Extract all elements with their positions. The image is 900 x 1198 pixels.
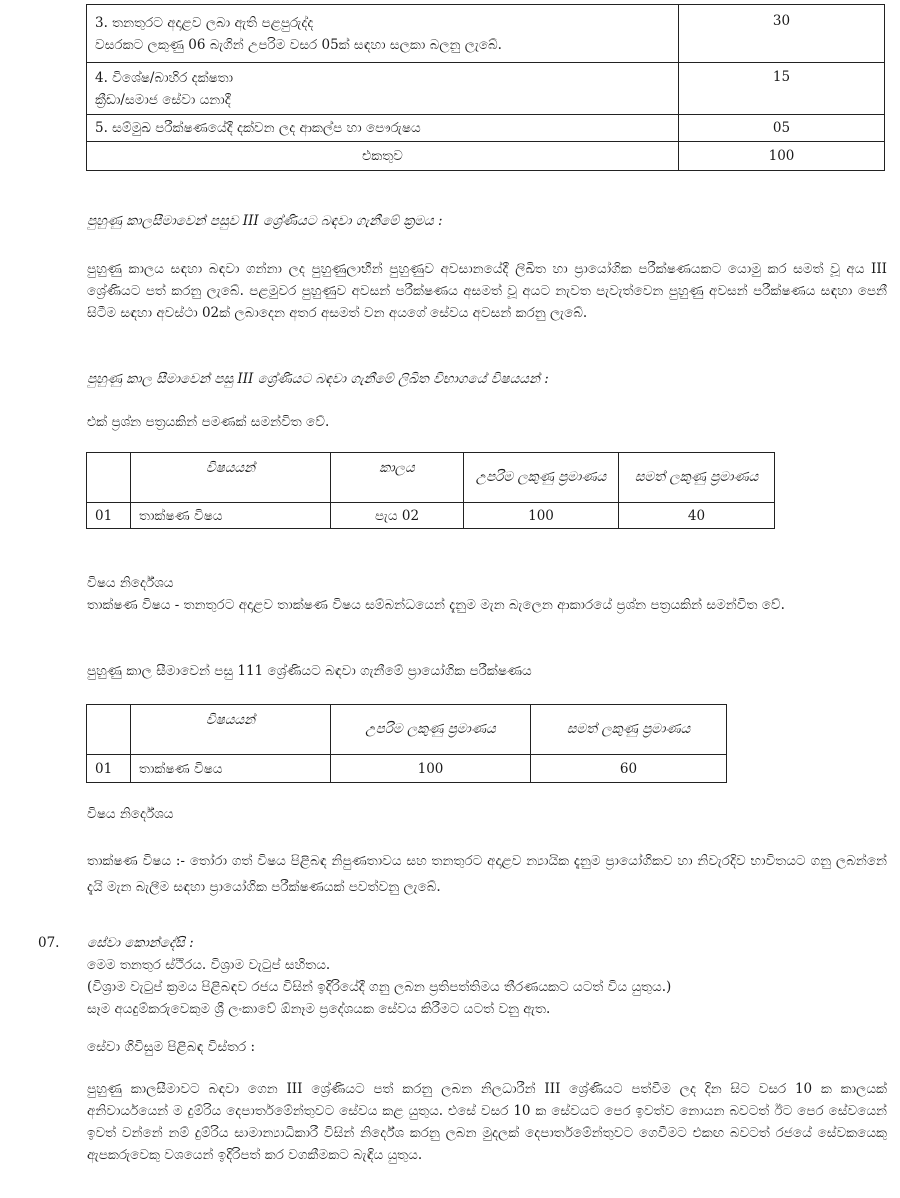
- subject: තාක්ෂණ විෂය: [139, 507, 223, 524]
- header-label: උපරිම ලකුණු ප්‍රමාණය: [475, 469, 607, 485]
- header-cell: [464, 453, 619, 503]
- max-marks: 100: [417, 760, 444, 777]
- service-agreement-text: පුහුණු කාලසීමාවට බඳවා ගෙන III ශ්‍රේණියට පත් කරනු ලබන නිලධාරීන් III ශ්‍රේණියට පත්වීම ලද දින සිට වසර 10 ක කාලයක් අනිවාර්යයෙන් ම දුම්රිය දෙපාර්තමේන්තුවට සේවය කළ යුතුය. එසේ වසර 10 ක සේවයට පෙර ඉවත්ව නොයන බවටත් ඊට පෙර සේවයෙන් ඉවත් වන්නේ නම් දුම්රිය සාමාන්‍යාධිකාරී විසින් නිර්දේශ කරනු ලබන මුදලක් දෙපාර්තමේන්තුවට ගෙවීමට එකඟ බවටත් රජයේ සේවකයෙකු ඇපකරුවෙකු වශයෙන් ඉදිරිපත් කර වගකීමකට බැඳිය යුතුය.: [87, 1081, 887, 1163]
- header-cell: [87, 453, 131, 503]
- max-marks-cell: [331, 755, 531, 783]
- section-heading: සේවා කොන්දේසි :: [87, 935, 194, 951]
- marks-cell: [679, 5, 885, 63]
- section-body: පුහුණු කාලය සඳහා බඳවා ගන්නා ලද පුහුණුලාභීන් පුහුණුව අවසානයේදී ලිඛිත හා ප්‍රායෝගික පරීක්ෂණයකට යොමු කර සමත් වූ අය III ශ්‍රේණියට පත් කරනු ලැබේ. පළමුවර පුහුණුව අවසන් පරීක්ෂණය අසමත් වූ අයට නැවත පැවැත්වෙන පුහුණු අවසන් පරීක්ෂණය සඳහා පෙනී සිටීම සඳහා අවස්ථා 02ක් ලබාදෙන අතර අසමත් වන අයගේ සේවය අවසන් කරනු ලැබේ.: [87, 261, 887, 321]
- header-cell: [331, 453, 464, 503]
- marks-value: 15: [772, 69, 791, 85]
- table-row: [87, 115, 885, 142]
- pass-marks-cell: [531, 755, 727, 783]
- header-label: විෂයයන්: [205, 460, 256, 476]
- header-cell: [87, 705, 131, 755]
- header-label: විෂයයන්: [205, 712, 256, 728]
- syllabus-text: තාක්ෂණ විෂය - තනතුරට අදාළව තාක්ෂණ විෂය සම්බන්ධයෙන් දැනුම මැන බැලෙන ආකාරයේ ප්‍රශ්න පත්‍රයකින් සමන්විත වේ.: [87, 597, 785, 613]
- pass-marks: 60: [619, 760, 638, 777]
- condition-line: මෙම තනතුර ස්ථිරය. විශ්‍රාම වැටුප් සහිතය.: [87, 957, 331, 973]
- written-exam-table: [86, 452, 775, 529]
- time-cell: [331, 503, 464, 529]
- header-cell: [331, 705, 531, 755]
- criteria-line: 3. තනතුරට අදාළව ලබා ඇති පළපුරුද්ද: [95, 14, 314, 31]
- subject-cell: [131, 503, 331, 529]
- criteria-cell: [87, 5, 679, 63]
- subject-cell: [131, 755, 331, 783]
- syllabus-title: විෂය නිර්දේශය: [87, 806, 174, 822]
- criteria-line: 5. සම්මුඛ පරීක්ෂණයේදී දක්වන ලද ආකල්ප හා පෞරුෂය: [95, 120, 421, 136]
- header-cell: [619, 453, 775, 503]
- service-agreement-heading: සේවා ගිවිසුම පිළිබඳ විස්තර :: [87, 1039, 256, 1055]
- max-marks-cell: [464, 503, 619, 529]
- table-row: [87, 755, 727, 783]
- section-heading: පුහුණු කාලසීමාවෙන් පසුව III ශ්‍රේණියට බඳවා ගැනීමේ ක්‍රමය :: [87, 213, 443, 229]
- criteria-cell: [87, 115, 679, 142]
- table-row: [87, 5, 885, 63]
- header-cell: [131, 453, 331, 503]
- total-value: 100: [768, 148, 795, 164]
- total-value-cell: [679, 142, 885, 171]
- syllabus-text: තාක්ෂණ විෂය :- තෝරා ගත් විෂය පිළිබඳ නිපුණතාවය සහ තනතුරට අදාළව න්‍යායික දැනුම ප්‍රායෝගිකව හා නිවැරදිව භාවිතයට ගනු ලබන්නේ දැයි මැන බැලීම සඳහා ප්‍රායෝගික පරීක්ෂණයක් පවත්වනු ලැබේ.: [87, 853, 887, 895]
- marks-table: [86, 4, 885, 171]
- row-number: 01: [95, 760, 113, 777]
- marks-value: 05: [772, 120, 791, 136]
- header-cell: [531, 705, 727, 755]
- marks-value: 30: [772, 13, 791, 29]
- header-cell: [131, 705, 331, 755]
- condition-line: සෑම අයදුම්කරුවෙකුම ශ්‍රී ලංකාවේ ඕනෑම ප්‍රදේශයක සේවය කිරීමට යටත් වනු ඇත.: [87, 1001, 551, 1017]
- criteria-line: 4. විශේෂ/බාහිර දක්ෂතා: [95, 69, 234, 86]
- section-note: එක් ප්‍රශ්න පත්‍රයකින් පමණක් සමන්විත වේ.: [87, 414, 330, 430]
- table-row: [87, 503, 775, 529]
- table-header-row: [87, 453, 775, 503]
- table-total-row: [87, 142, 885, 171]
- max-marks: 100: [528, 507, 554, 524]
- marks-cell: [679, 115, 885, 142]
- total-label: එකතුව: [362, 148, 403, 164]
- section-number: 07.: [38, 935, 60, 951]
- header-label: උපරිම ලකුණු ප්‍රමාණය: [365, 721, 496, 737]
- subject: තාක්ෂණ විෂය: [139, 760, 223, 777]
- criteria-line: ක්‍රීඩා/සමාජ සේවා යනාදී: [95, 91, 231, 108]
- pass-marks-cell: [619, 503, 775, 529]
- table-header-row: [87, 705, 727, 755]
- pass-marks: 40: [687, 507, 706, 524]
- row-number: 01: [95, 507, 113, 524]
- row-number-cell: [87, 503, 131, 529]
- table-row: [87, 63, 885, 115]
- criteria-line: වසරකට ලකුණු 06 බැගින් උපරිම වසර 05ක් සඳහා සලකා බලනු ලැබේ.: [95, 36, 502, 53]
- time: පැය 02: [374, 507, 420, 524]
- criteria-cell: [87, 63, 679, 115]
- row-number-cell: [87, 755, 131, 783]
- condition-line: (විශ්‍රාම වැටුප් ක්‍රමය පිළිබඳව රජය විසින් ඉදිරියේදී ගනු ලබන ප්‍රතිපත්තිමය තීරණයකට යටත් විය යුතුය.): [87, 979, 672, 995]
- syllabus-title: විෂය නිර්දේශය: [87, 575, 174, 591]
- header-label: සමත් ලකුණු ප්‍රමාණය: [634, 469, 759, 485]
- practical-exam-table: [86, 704, 727, 783]
- header-label: සමත් ලකුණු ප්‍රමාණය: [566, 721, 691, 737]
- section-heading: පුහුණු කාල සීමාවෙන් පසු III ශ්‍රේණියට බඳවා ගැනීමේ ලිඛිත විභාගයේ විෂයයන් :: [87, 371, 549, 387]
- marks-cell: [679, 63, 885, 115]
- header-label: කාලය: [379, 460, 415, 476]
- total-label-cell: [87, 142, 679, 171]
- section-heading: පුහුණු කාල සීමාවෙන් පසු 111 ශ්‍රේණියට බඳවා ගැනීමේ ප්‍රායෝගික පරීක්ෂණය: [87, 663, 532, 679]
